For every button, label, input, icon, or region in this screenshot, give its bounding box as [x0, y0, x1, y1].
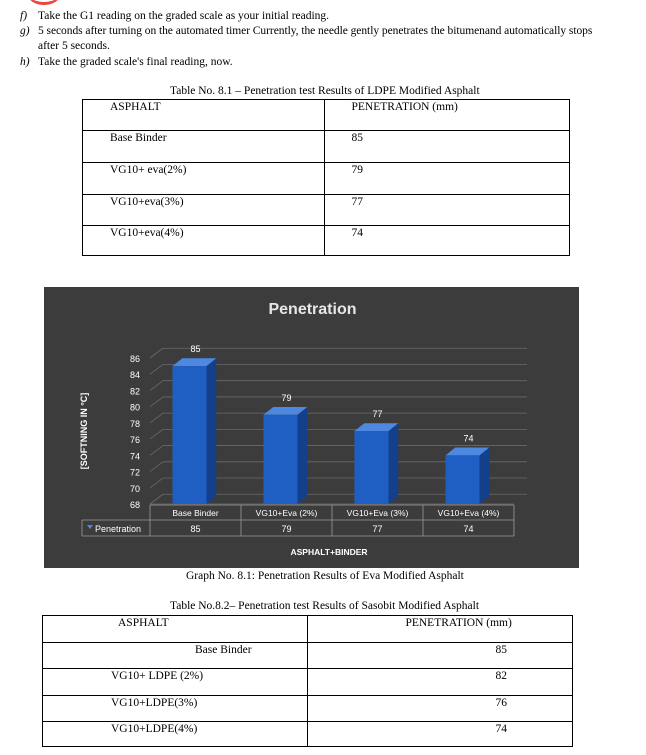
table2: [42, 615, 573, 747]
list-text-line2: after 5 seconds.: [38, 40, 110, 52]
table-header-row: [83, 100, 570, 131]
table-header-row: [43, 616, 573, 643]
table-row: VG10+eva(4%) 74: [83, 226, 570, 256]
table1-caption: Table No. 8.1 – Penetration test Results of LDPE Modified Asphalt: [170, 85, 480, 97]
y-axis-label: [SOFTNING IN °C]: [79, 392, 89, 470]
data-label: 85: [190, 344, 201, 355]
list-text: Take the G1 reading on the graded scale as your initial reading.: [38, 10, 330, 22]
chart-caption: Graph No. 8.1: Penetration Results of Eva Modified Asphalt: [186, 570, 464, 582]
y-tick-label: 70: [129, 483, 140, 494]
data-table-value: 77: [372, 524, 383, 534]
table2-caption: Table No.8.2– Penetration test Results of Sasobit Modified Asphalt: [170, 600, 480, 612]
category-label: VG10+Eva (3%): [346, 508, 409, 518]
y-tick-label: 72: [129, 467, 140, 478]
list-label: f): [20, 10, 28, 22]
bar: [446, 455, 480, 504]
data-table-value: 85: [190, 524, 201, 534]
bar: [355, 431, 389, 504]
table-row: VG10+LDPE(4%) 74: [43, 722, 573, 747]
bar-side: [389, 423, 399, 504]
list-label: h): [20, 56, 30, 68]
bar-side: [207, 358, 217, 504]
y-tick-label: 82: [129, 386, 140, 397]
list-label: g): [20, 25, 30, 37]
data-label: 77: [372, 409, 383, 419]
bar: [173, 366, 207, 504]
y-tick-label: 78: [129, 418, 140, 429]
table1: [82, 99, 570, 256]
table-row: Base Binder 85: [43, 643, 573, 669]
y-tick-label: 86: [129, 354, 140, 364]
table-header-cell: ASPHALT: [43, 616, 308, 643]
table-row: Base Binder 85: [83, 131, 570, 163]
list-text-line1: 5 seconds after turning on the automated timer Currently, the needle gently penetrates the bitumenand automatically stops: [38, 25, 593, 37]
table-row: VG10+eva(3%) 77: [83, 195, 570, 226]
table-row: VG10+LDPE(3%) 76: [43, 696, 573, 722]
category-label: VG10+Eva (4%): [437, 508, 500, 518]
x-axis-label: ASPHALT+BINDER: [290, 547, 368, 557]
table-header-cell: PENETRATION (mm): [308, 616, 573, 643]
y-tick-label: 84: [129, 370, 140, 381]
legend-entry: Penetration: [95, 524, 142, 534]
data-label: 74: [463, 433, 474, 444]
bar: [264, 415, 298, 504]
category-label: VG10+Eva (2%): [255, 508, 318, 518]
bar-side: [480, 448, 490, 504]
data-table-value: 79: [281, 524, 292, 534]
data-table-value: 74: [463, 524, 474, 534]
data-label: 79: [281, 392, 292, 403]
table-row: VG10+ LDPE (2%) 82: [43, 669, 573, 696]
decorative-red-arc: [24, 0, 64, 5]
chart-title: Penetration: [268, 301, 357, 318]
y-tick-label: 80: [129, 402, 140, 413]
table-header-cell: PENETRATION (mm): [325, 100, 570, 131]
table-row: VG10+ eva(2%) 79: [83, 163, 570, 195]
list-text: Take the graded scale's final reading, now.: [38, 56, 233, 68]
y-tick-label: 68: [129, 500, 140, 510]
y-tick-label: 74: [129, 451, 140, 462]
table-header-cell: ASPHALT: [83, 100, 325, 131]
y-tick-label: 76: [129, 435, 140, 446]
category-label: Base Binder: [172, 508, 219, 518]
bar-side: [298, 407, 308, 504]
penetration-chart: [44, 287, 579, 568]
